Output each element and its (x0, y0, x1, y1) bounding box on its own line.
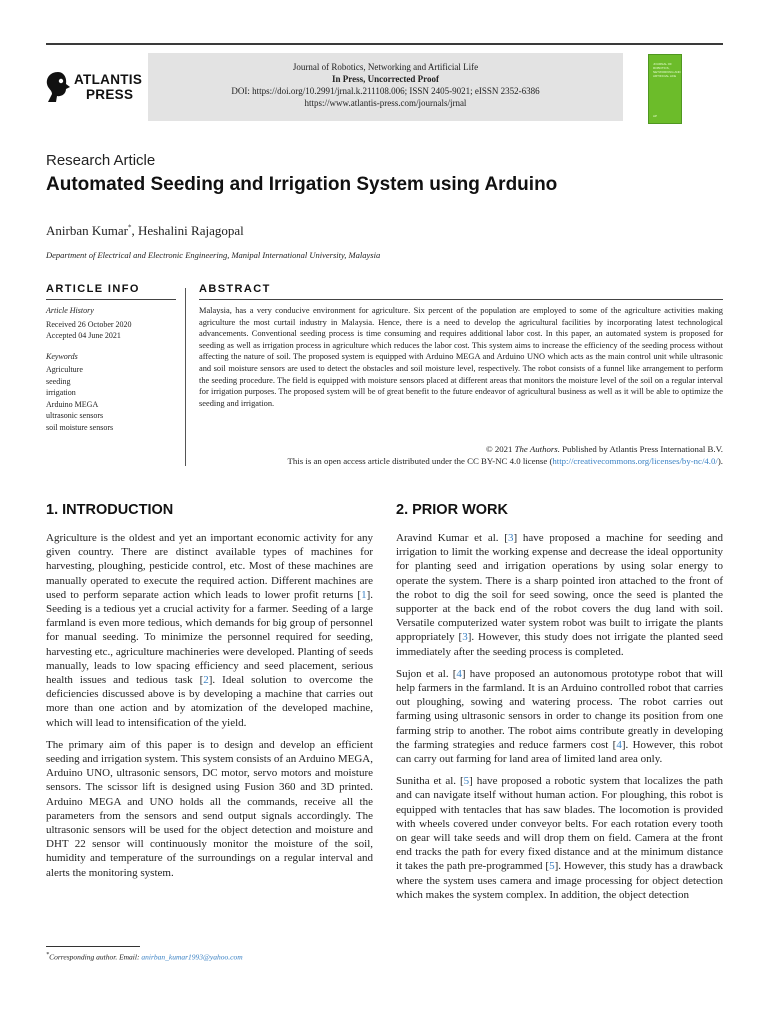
copyright-year: © 2021 (485, 444, 515, 454)
keyword: Arduino MEGA (46, 399, 99, 409)
license-end: ). (717, 456, 723, 466)
introduction-body (46, 531, 373, 888)
keyword: Agriculture (46, 365, 83, 374)
copyright-publisher: Published by Atlantis Press International B.V. (559, 444, 723, 454)
atlantis-logo-icon (44, 70, 72, 104)
journal-identifiers: DOI: https://doi.org/10.2991/jrnal.k.211108.006; ISSN 2405-9021; eISSN 2352-6386 (231, 86, 540, 96)
received-date: Received 26 October 2020 (46, 319, 132, 329)
prior-work-heading: 2. PRIOR WORK (396, 502, 508, 518)
accepted-date: Accepted 04 June 2021 (46, 331, 121, 340)
journal-cover-thumbnail[interactable] (648, 54, 682, 124)
article-info (46, 305, 181, 433)
copyright-holder: The Authors. (514, 444, 560, 454)
article-info-rule (46, 299, 176, 300)
citation-link[interactable]: 5 (549, 860, 555, 873)
article-info-heading: ARTICLE INFO (46, 283, 140, 295)
article-history-label: Article History (46, 306, 94, 315)
footnote: *Corresponding author. Email: anirban_kumar1993@yahoo.com (46, 951, 243, 962)
journal-url[interactable]: https://www.atlantis-press.com/journals/jrnal (304, 98, 467, 108)
citation-link[interactable]: 1 (361, 588, 367, 601)
citation-link[interactable]: 4 (456, 667, 462, 680)
author-1: Anirban Kumar (46, 223, 128, 238)
keyword: irrigation (46, 388, 76, 397)
citation-link[interactable]: 4 (616, 738, 622, 751)
citation-link[interactable]: 2 (203, 674, 209, 687)
publisher-line1: ATLANTIS (74, 72, 143, 87)
article-type: Research Article (46, 152, 156, 169)
article-title: Automated Seeding and Irrigation System using Arduino (46, 174, 558, 195)
paragraph: The primary aim of this paper is to design and develop an efficient seeding and irrigation system. This system consists of an Arduino MEGA, Arduino UNO, ultrasonic sensors, DC motor, servo motors and moisture sensors. The scissor lift is designed using Fusion 360 and 3D printed. Arduino MEGA and UNO holds all the commands, receive all the parameters from the sensors and send output signals accordingly. The ultrasonic sensors will be used for the object detection and moisture and DHT 22 sensor will continuously monitor the moisture of the soil, humidity and temperature of the surroundings on a regular interval and alerts the monitoring system. (46, 738, 373, 879)
journal-name: Journal of Robotics, Networking and Artificial Life (292, 62, 479, 72)
publisher-logo[interactable] (44, 70, 144, 106)
copyright-notice (199, 443, 723, 467)
keywords-label: Keywords (46, 351, 78, 361)
article-status: In Press, Uncorrected Proof (332, 74, 439, 84)
column-divider (185, 288, 186, 466)
footnote-rule (46, 946, 140, 947)
abstract-heading: ABSTRACT (199, 283, 271, 295)
cover-title: JOURNAL OF ROBOTICS, NETWORKING AND ARTIFICIAL LIFE (653, 62, 681, 78)
citation-link[interactable]: 3 (507, 532, 514, 544)
prior-work-body (396, 531, 723, 910)
paragraph: Sujon et al. [4] have proposed an autonomous prototype robot that will help farmers in the farmland. It is an Arduino controlled robot that carries out ploughing, sowing and watering process. The robot carries out farming using ultrasonic sensors in order to change its position from one farming strip to another. The robot aims contribute greatly in developing the farming strategies and reduce farmers cost [4]. However, this robot can carry out farming for land area of limited land area only. (396, 667, 723, 766)
publisher-line2: PRESS (86, 87, 134, 102)
citation-link[interactable]: 5 (463, 775, 470, 788)
cover-brand: AP (653, 114, 658, 118)
citation-link[interactable]: 3 (462, 631, 468, 644)
keyword: soil moisture sensors (46, 422, 114, 432)
paragraph: Agriculture is the oldest and yet an important economic activity for any given country. There are distinct available types of machines for harvesting, ploughing, pesticide control, etc. Most of these machines are manually operated to execute the required action. Different machines are used to perform separate action which leads to lower profit returns [1]. Seeding is a tedious yet a crucial activity for a farmer. Seeding of a large farmland is even more tedious, which demands for big group of personnel for manual seeding. To minimize the personnel required for seeding, harvesting etc., agriculture machineries were developed. Planting of seeds manually, leads to low spacing efficiency and seed placement, serious health issues and tedious task [2]. Ideal solution to overcome the deficiencies discussed above is by developing a machine that carries out more than one action and by atomization of the developed machine, which will lead to intensification of the yield. (46, 532, 373, 729)
abstract-text: Malaysia, has a very conducive environment for agriculture. Six percent of the population are employed to some of the agriculture activities making agriculture the most curtail industry in Malaysia. Hence, there is a need to develop the agricultural facilities by incorporating latest technological advancements. Conventional seeding process is time consuming and requires additional labor cost. In this paper, an automated system is proposed for seeding as well as irrigation process in agriculture which reduces the labor cost. This system aims to increase the efficiency of the seeding process without affecting the nature of soil. The proposed system is equipped with Arduino MEGA and Arduino UNO which acts as the main control unit while ultrasonic and soil moisture sensors are used to detect the obstacles and soil moisture level, respectively. The robot consists of a funnel like arrangement to perform the seeding procedure. The field is equipped with moisture sensors placed at different areas that monitors the moisture level of the soil on a regular interval for irrigation purposes. The proposed system will be of great benefit to the future endeavor of agricultural business as well as it will be able to optimize the seeding and irrigation. (199, 306, 723, 408)
affiliation: Department of Electrical and Electronic Engineering, Manipal International University, Malaysia (46, 250, 381, 260)
publisher-name (74, 72, 142, 102)
paragraph: Aravind Kumar et al. [3] have proposed a machine for seeding and irrigation to limit the working expense and decrease the ideal opportunity for planting seed and irrigation operations by using solar energy to operate the system. There is a sharp pointed iron attached to the front of the robot to dig the soil for seed sowing, once the seed is planted the supporter at the back end of the robot covers the dug land with soil. Versatile computerized water system robot was built to irrigate the plants appropriately [3]. However, this study does not irrigate the planted seed immediately after the seeding process is completed. (396, 532, 723, 658)
keyword: seeding (46, 376, 71, 386)
top-rule (46, 43, 723, 45)
keyword: ultrasonic sensors (46, 411, 104, 420)
introduction-heading: 1. INTRODUCTION (46, 502, 174, 518)
license-link[interactable]: http://creativecommons.org/licenses/by-nc/4.0/ (552, 456, 718, 466)
corresponding-mark: * (127, 223, 132, 232)
license-text: This is an open access article distributed under the CC BY-NC 4.0 license ( (287, 456, 553, 466)
paragraph: Sunitha et al. [5] have proposed a robotic system that localizes the path and can navigate itself without human action. For ploughing, this robot is equipped with tentacles that has saw blades. The locomotion is provided with wheels covered under conveyor belts. For each rotation every tooth on gear will take seeds and will drop them on field. Camera at the front end tracks the path for every fixed distance and at the minimum distance it takes the path pre-programmed [5]. However, this study has a drawback where the system uses camera and image processing for object detection which makes the system complex. In addition, the object detection (396, 775, 723, 901)
journal-header-box (148, 53, 623, 121)
author-list (46, 223, 244, 239)
abstract-rule (199, 299, 723, 300)
email-link[interactable]: anirban_kumar1993@yahoo.com (141, 952, 243, 962)
author-2: , Heshalini Rajagopal (131, 223, 244, 238)
